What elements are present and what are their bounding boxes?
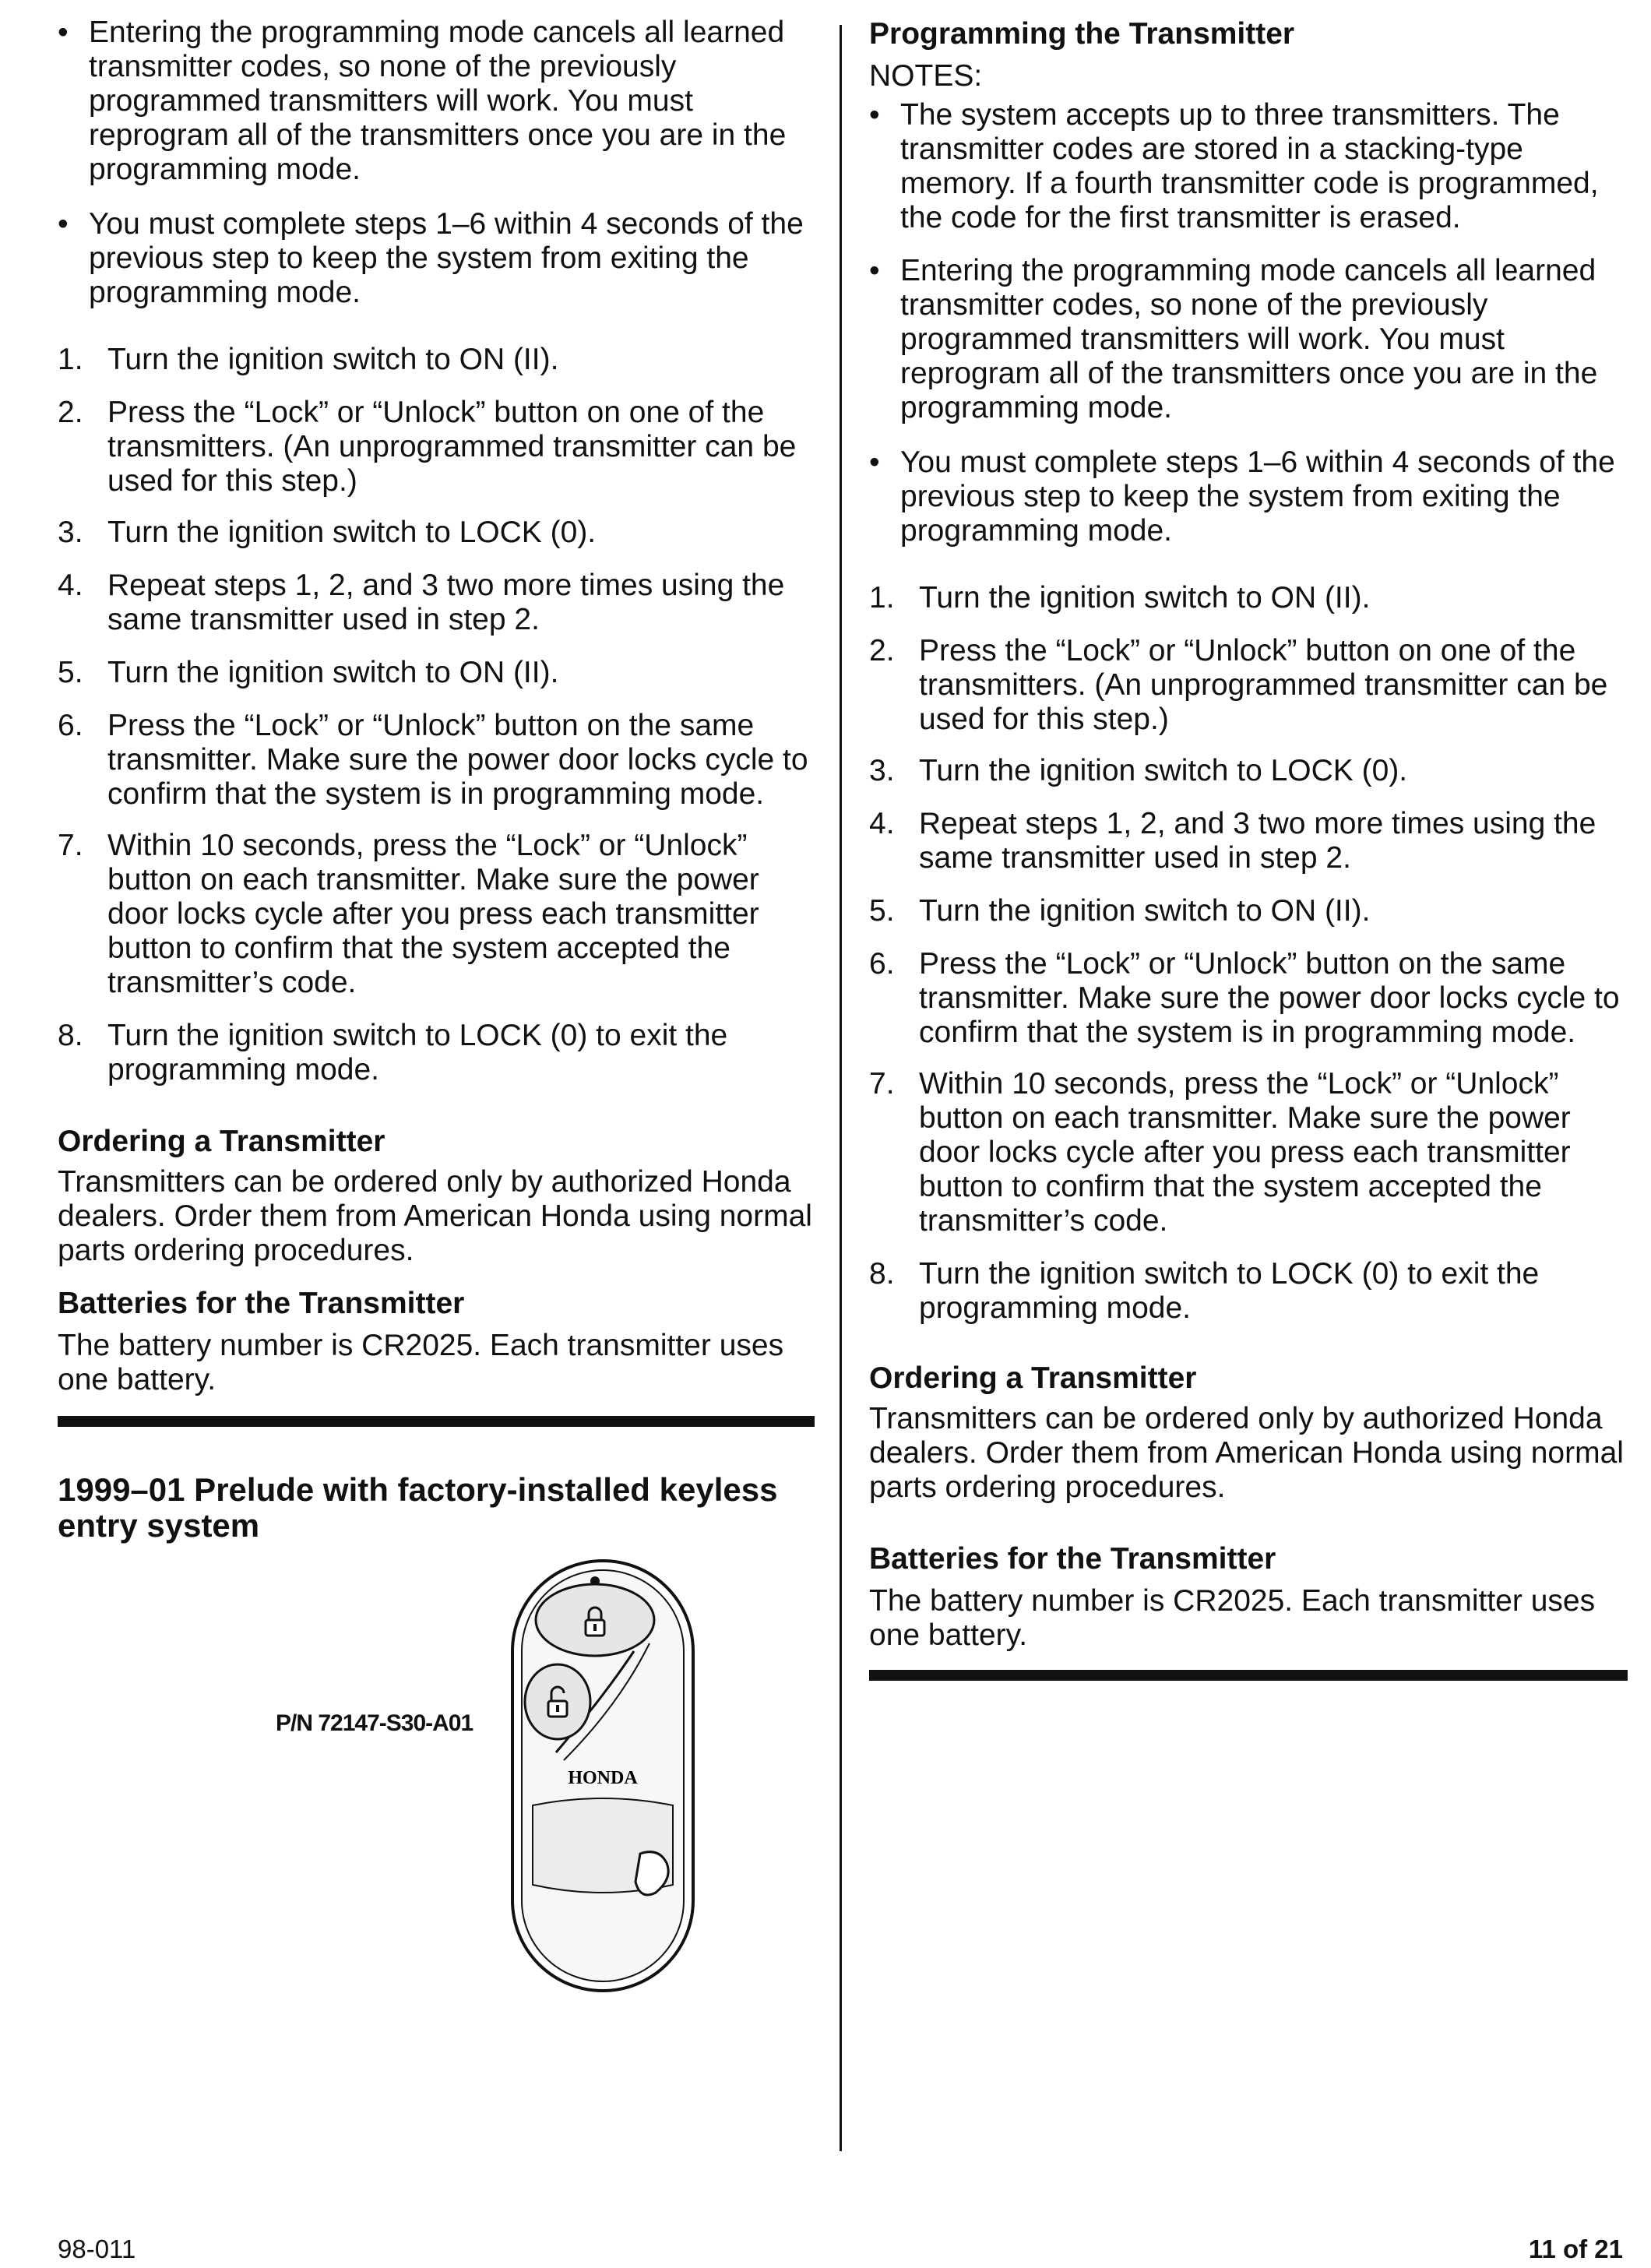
note-text: You must complete steps 1–6 within 4 seconds of the previous step to keep the system from exiting the programming mode. [89, 207, 804, 309]
left-note-1 [58, 16, 818, 187]
right-step-6 [869, 947, 1631, 1050]
bullet-icon: • [58, 16, 69, 49]
right-note-3 [869, 446, 1631, 548]
bullet-icon: • [58, 207, 69, 241]
honda-logo: HONDA [568, 1768, 638, 1788]
right-step-5 [869, 894, 1631, 928]
left-step-7 [58, 829, 818, 1000]
right-heading: Programming the Transmitter [869, 17, 1295, 51]
step-number: 3. [58, 516, 83, 549]
step-number: 2. [869, 634, 895, 667]
section-end-bar [869, 1670, 1628, 1681]
page-number: 11 of 21 [1528, 2235, 1623, 2263]
left-step-1 [58, 343, 818, 377]
step-text: Turn the ignition switch to ON (II). [107, 656, 559, 689]
transmitter-drawing [509, 1558, 696, 1994]
step-number: 5. [869, 894, 895, 928]
step-text: Turn the ignition switch to ON (II). [919, 581, 1371, 615]
left-step-2 [58, 396, 818, 498]
step-text: Press the “Lock” or “Unlock” button on the same transmitter. Make sure the power door locks cycle to confirm that the system is in programming mode. [107, 709, 808, 811]
step-number: 5. [58, 656, 83, 689]
left-step-6 [58, 709, 818, 812]
step-text: Press the “Lock” or “Unlock” button on the same transmitter. Make sure the power door locks cycle to confirm that the system is in programming mode. [919, 947, 1620, 1049]
note-text: The system accepts up to three transmitters. The transmitter codes are stored in a stacking-type memory. If a fourth transmitter code is programmed, the code for the first transmitter is erased. [900, 98, 1599, 234]
step-text: Within 10 seconds, press the “Lock” or “Unlock” button on each transmitter. Make sure the power door locks cycle after you press each transmitter button to confirm that the system accepted the transmitter’s code. [107, 829, 759, 999]
left-ordering-text: Transmitters can be ordered only by authorized Honda dealers. Order them from American Honda using normal parts ordering procedures. [58, 1165, 812, 1267]
right-ordering-text: Transmitters can be ordered only by authorized Honda dealers. Order them from American Honda using normal parts ordering procedures. [869, 1402, 1624, 1504]
document-number: 98-011 [58, 2235, 136, 2263]
step-number: 7. [58, 829, 83, 862]
right-ordering-heading: Ordering a Transmitter [869, 1361, 1197, 1395]
left-step-4 [58, 569, 818, 637]
right-note-2 [869, 254, 1631, 425]
step-text: Within 10 seconds, press the “Lock” or “Unlock” button on each transmitter. Make sure the power door locks cycle after you press each transmitter button to confirm that the system accepted the transmitter’s code. [919, 1067, 1571, 1238]
step-text: Repeat steps 1, 2, and 3 two more times using the same transmitter used in step 2. [107, 569, 785, 636]
bullet-icon: • [869, 254, 880, 287]
right-step-2 [869, 634, 1631, 737]
right-step-7 [869, 1067, 1631, 1238]
right-step-8 [869, 1257, 1631, 1326]
step-number: 8. [869, 1257, 895, 1291]
step-number: 1. [58, 343, 83, 376]
left-note-2 [58, 207, 818, 310]
step-text: Turn the ignition switch to LOCK (0) to exit the programming mode. [107, 1019, 728, 1086]
left-step-8 [58, 1019, 818, 1087]
step-number: 3. [869, 754, 895, 787]
step-number: 7. [869, 1067, 895, 1101]
step-number: 2. [58, 396, 83, 429]
right-step-4 [869, 807, 1631, 875]
note-text: Entering the programming mode cancels all learned transmitter codes, so none of the previously programmed transmitters will work. You must reprogram all of the transmitters once you are in the programming mode. [89, 16, 787, 186]
step-text: Turn the ignition switch to LOCK (0). [107, 516, 597, 549]
section-divider-bar [58, 1416, 815, 1427]
bullet-icon: • [869, 98, 880, 132]
left-step-5 [58, 656, 818, 690]
right-batteries-heading: Batteries for the Transmitter [869, 1542, 1276, 1576]
step-text: Repeat steps 1, 2, and 3 two more times using the same transmitter used in step 2. [919, 807, 1596, 875]
left-batteries-text: The battery number is CR2025. Each transmitter uses one battery. [58, 1329, 784, 1396]
step-number: 4. [869, 807, 895, 840]
step-text: Turn the ignition switch to LOCK (0) to exit the programming mode. [919, 1257, 1540, 1325]
step-number: 6. [869, 947, 895, 981]
part-number-label: P/N 72147-S30-A01 [276, 1710, 473, 1736]
step-number: 1. [869, 581, 895, 615]
notes-label: NOTES: [869, 59, 983, 93]
transmitter-figure [276, 1558, 696, 1994]
column-divider [840, 25, 842, 2151]
section-title: 1999–01 Prelude with factory-installed keyless entry system [58, 1471, 778, 1544]
right-batteries-text: The battery number is CR2025. Each transmitter uses one battery. [869, 1584, 1596, 1652]
step-number: 8. [58, 1019, 83, 1052]
step-text: Press the “Lock” or “Unlock” button on one of the transmitters. (An unprogrammed transmitter can be used for this step.) [107, 396, 797, 498]
bullet-icon: • [869, 446, 880, 479]
step-text: Turn the ignition switch to ON (II). [107, 343, 559, 376]
step-number: 6. [58, 709, 83, 742]
step-text: Turn the ignition switch to ON (II). [919, 894, 1371, 928]
step-text: Press the “Lock” or “Unlock” button on one of the transmitters. (An unprogrammed transmitter can be used for this step.) [919, 634, 1608, 736]
right-note-1 [869, 98, 1631, 235]
left-ordering-heading: Ordering a Transmitter [58, 1125, 385, 1158]
right-step-1 [869, 581, 1631, 615]
note-text: You must complete steps 1–6 within 4 seconds of the previous step to keep the system from exiting the programming mode. [900, 446, 1615, 548]
step-number: 4. [58, 569, 83, 602]
right-step-3 [869, 754, 1631, 788]
left-batteries-heading: Batteries for the Transmitter [58, 1287, 465, 1320]
note-text: Entering the programming mode cancels all learned transmitter codes, so none of the previously programmed transmitters will work. You must reprogram all of the transmitters once you are in the programming mode. [900, 254, 1598, 424]
step-text: Turn the ignition switch to LOCK (0). [919, 754, 1408, 787]
left-step-3 [58, 516, 818, 550]
